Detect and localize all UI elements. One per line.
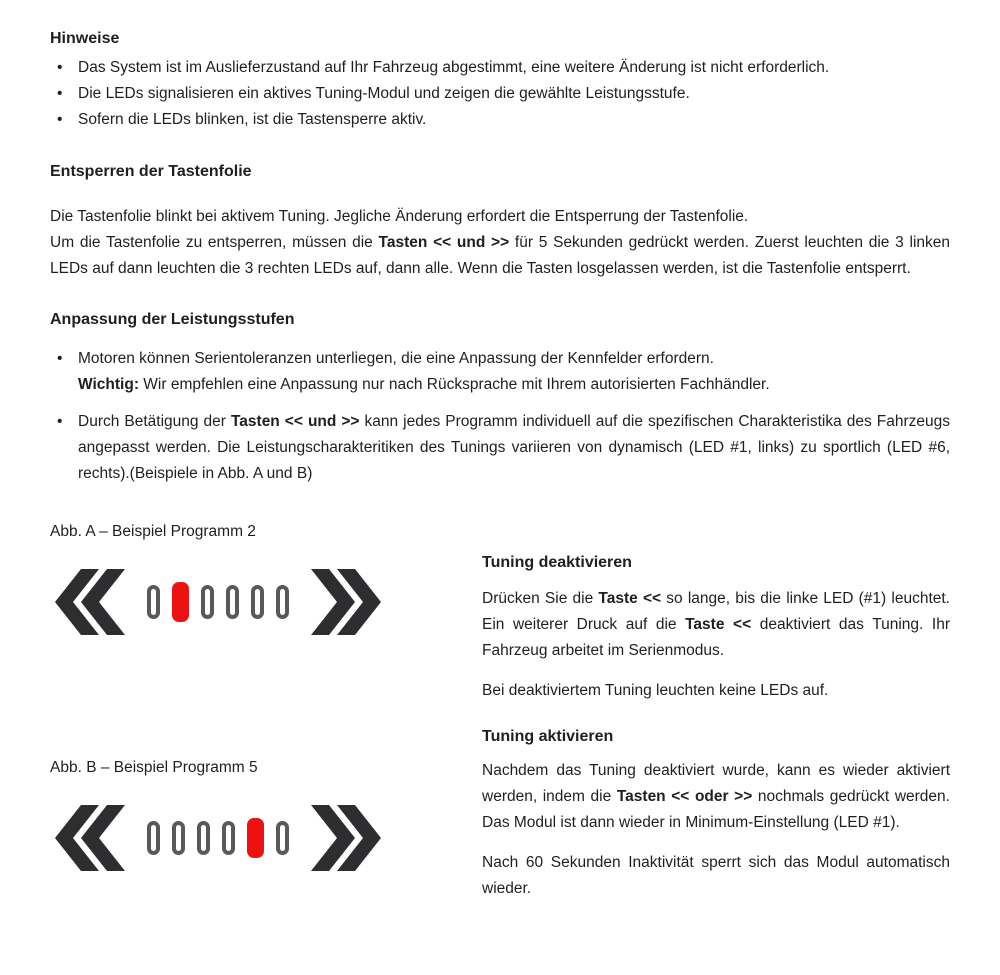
bullet-marker: • [57, 350, 63, 367]
text-run: so lange, bis die linke LED (#1) leuchtet. Ein weiterer Druck auf die [482, 590, 950, 633]
text-run: kann jedes Programm individuell auf die spezifischen Charakteristika des Fahrzeugs angepasst werden. Die Leistungscharakteritiken des Tunings variieren von dynamisch (LED #1, links) zu sportlich (LED #6, rechts).(Beispiele in Abb. A und B) [78, 413, 950, 482]
double-chevron-right-icon [311, 805, 381, 871]
bullet-text: Die LEDs signalisieren ein aktives Tuning-Modul und zeigen die gewählte Leistungsstufe. [78, 85, 690, 102]
text-run: Durch Betätigung der [78, 413, 231, 430]
led-4-off [222, 821, 235, 855]
text-run-bold: Tasten << oder >> [616, 788, 753, 805]
heading-hinweise: Hinweise [50, 30, 120, 47]
double-chevron-left-icon [55, 569, 125, 635]
figure-a-label: Abb. A – Beispiel Programm 2 [50, 523, 256, 540]
bullet-text: Das System ist im Auslieferzustand auf Ihr Fahrzeug abgestimmt, eine weitere Änderung ist nicht erforderlich. [78, 59, 830, 76]
list-item [50, 409, 950, 487]
list-item [50, 107, 950, 133]
list-item [50, 346, 950, 398]
entsperren-paragraph-2 [50, 230, 950, 282]
text-run-bold: Tasten << und >> [378, 234, 510, 251]
text-run-bold: Taste << [685, 616, 752, 633]
text-run-bold: Tasten << und >> [230, 413, 360, 430]
tuning-text-column [482, 519, 950, 902]
led-5-off [251, 585, 264, 619]
led-3-off [201, 585, 214, 619]
text-run: deaktiviert das Tuning. Ihr Fahrzeug arbeitet im Serienmodus. [482, 616, 950, 659]
aktivieren-paragraph-1 [482, 758, 950, 836]
section-anpassung [50, 309, 950, 487]
text-run: Um die Tastenfolie zu entsperren, müssen die [50, 234, 379, 251]
hinweise-list [50, 55, 950, 133]
led-row [147, 818, 289, 858]
heading-tuning-aktivieren: Tuning aktivieren [482, 728, 614, 745]
heading-entsperren: Entsperren der Tastenfolie [50, 163, 252, 180]
figures-and-text-area [50, 519, 950, 902]
figure-b-led-display [55, 803, 482, 873]
entsperren-paragraph-1: Die Tastenfolie blinkt bei aktivem Tuning. Jegliche Änderung erfordert die Entsperrung der Tastenfolie. [50, 208, 749, 225]
led-6-off [276, 821, 289, 855]
heading-tuning-deaktivieren: Tuning deaktivieren [482, 554, 632, 571]
bullet-marker: • [57, 413, 63, 430]
bullet-marker: • [57, 111, 63, 128]
text-run: für 5 Sekunden gedrückt werden. Zuerst leuchten die 3 linken LEDs auf dann leuchten die 3 rechten LEDs auf, dann alle. Wenn die Tasten losgelassen werden, ist die Tastenfolie entsperrt. [50, 234, 950, 277]
text-run: Wir empfehlen eine Anpassung nur nach Rücksprache mit Ihrem autorisierten Fachhändler. [139, 376, 770, 393]
led-6-off [276, 585, 289, 619]
figure-b-label: Abb. B – Beispiel Programm 5 [50, 759, 258, 776]
deaktivieren-paragraph-2: Bei deaktiviertem Tuning leuchten keine LEDs auf. [482, 682, 829, 699]
led-1-off [147, 821, 160, 855]
list-item [50, 81, 950, 107]
led-row [147, 582, 289, 622]
heading-anpassung: Anpassung der Leistungsstufen [50, 311, 295, 328]
list-item [50, 55, 950, 81]
text-run: nochmals gedrückt werden. Das Modul ist dann wieder in Minimum-Einstellung (LED #1). [482, 788, 950, 831]
double-chevron-left-icon [55, 805, 125, 871]
text-run-bold: Taste << [598, 590, 662, 607]
figures-column [50, 519, 482, 902]
deaktivieren-paragraph-1 [482, 586, 950, 664]
bullet-text: Sofern die LEDs blinken, ist die Tastensperre aktiv. [78, 111, 427, 128]
bullet-text: Motoren können Serientoleranzen unterliegen, die eine Anpassung der Kennfelder erfordern. [78, 350, 714, 367]
led-1-off [147, 585, 160, 619]
bullet-marker: • [57, 59, 63, 76]
led-3-off [197, 821, 210, 855]
section-entsperren [50, 161, 950, 282]
led-2-off [172, 821, 185, 855]
led-5-on [247, 818, 264, 858]
text-run-bold: Wichtig: [78, 376, 139, 393]
section-hinweise [50, 28, 950, 133]
bullet-marker: • [57, 85, 63, 102]
text-run: Nachdem das Tuning deaktiviert wurde, kann es wieder aktiviert werden, indem die [482, 762, 950, 805]
anpassung-list [50, 346, 950, 487]
figure-a-led-display [55, 567, 482, 637]
led-4-off [226, 585, 239, 619]
led-2-on [172, 582, 189, 622]
text-run: Drücken Sie die [482, 590, 599, 607]
double-chevron-right-icon [311, 569, 381, 635]
aktivieren-paragraph-2: Nach 60 Sekunden Inaktivität sperrt sich das Modul automatisch wieder. [482, 854, 950, 897]
